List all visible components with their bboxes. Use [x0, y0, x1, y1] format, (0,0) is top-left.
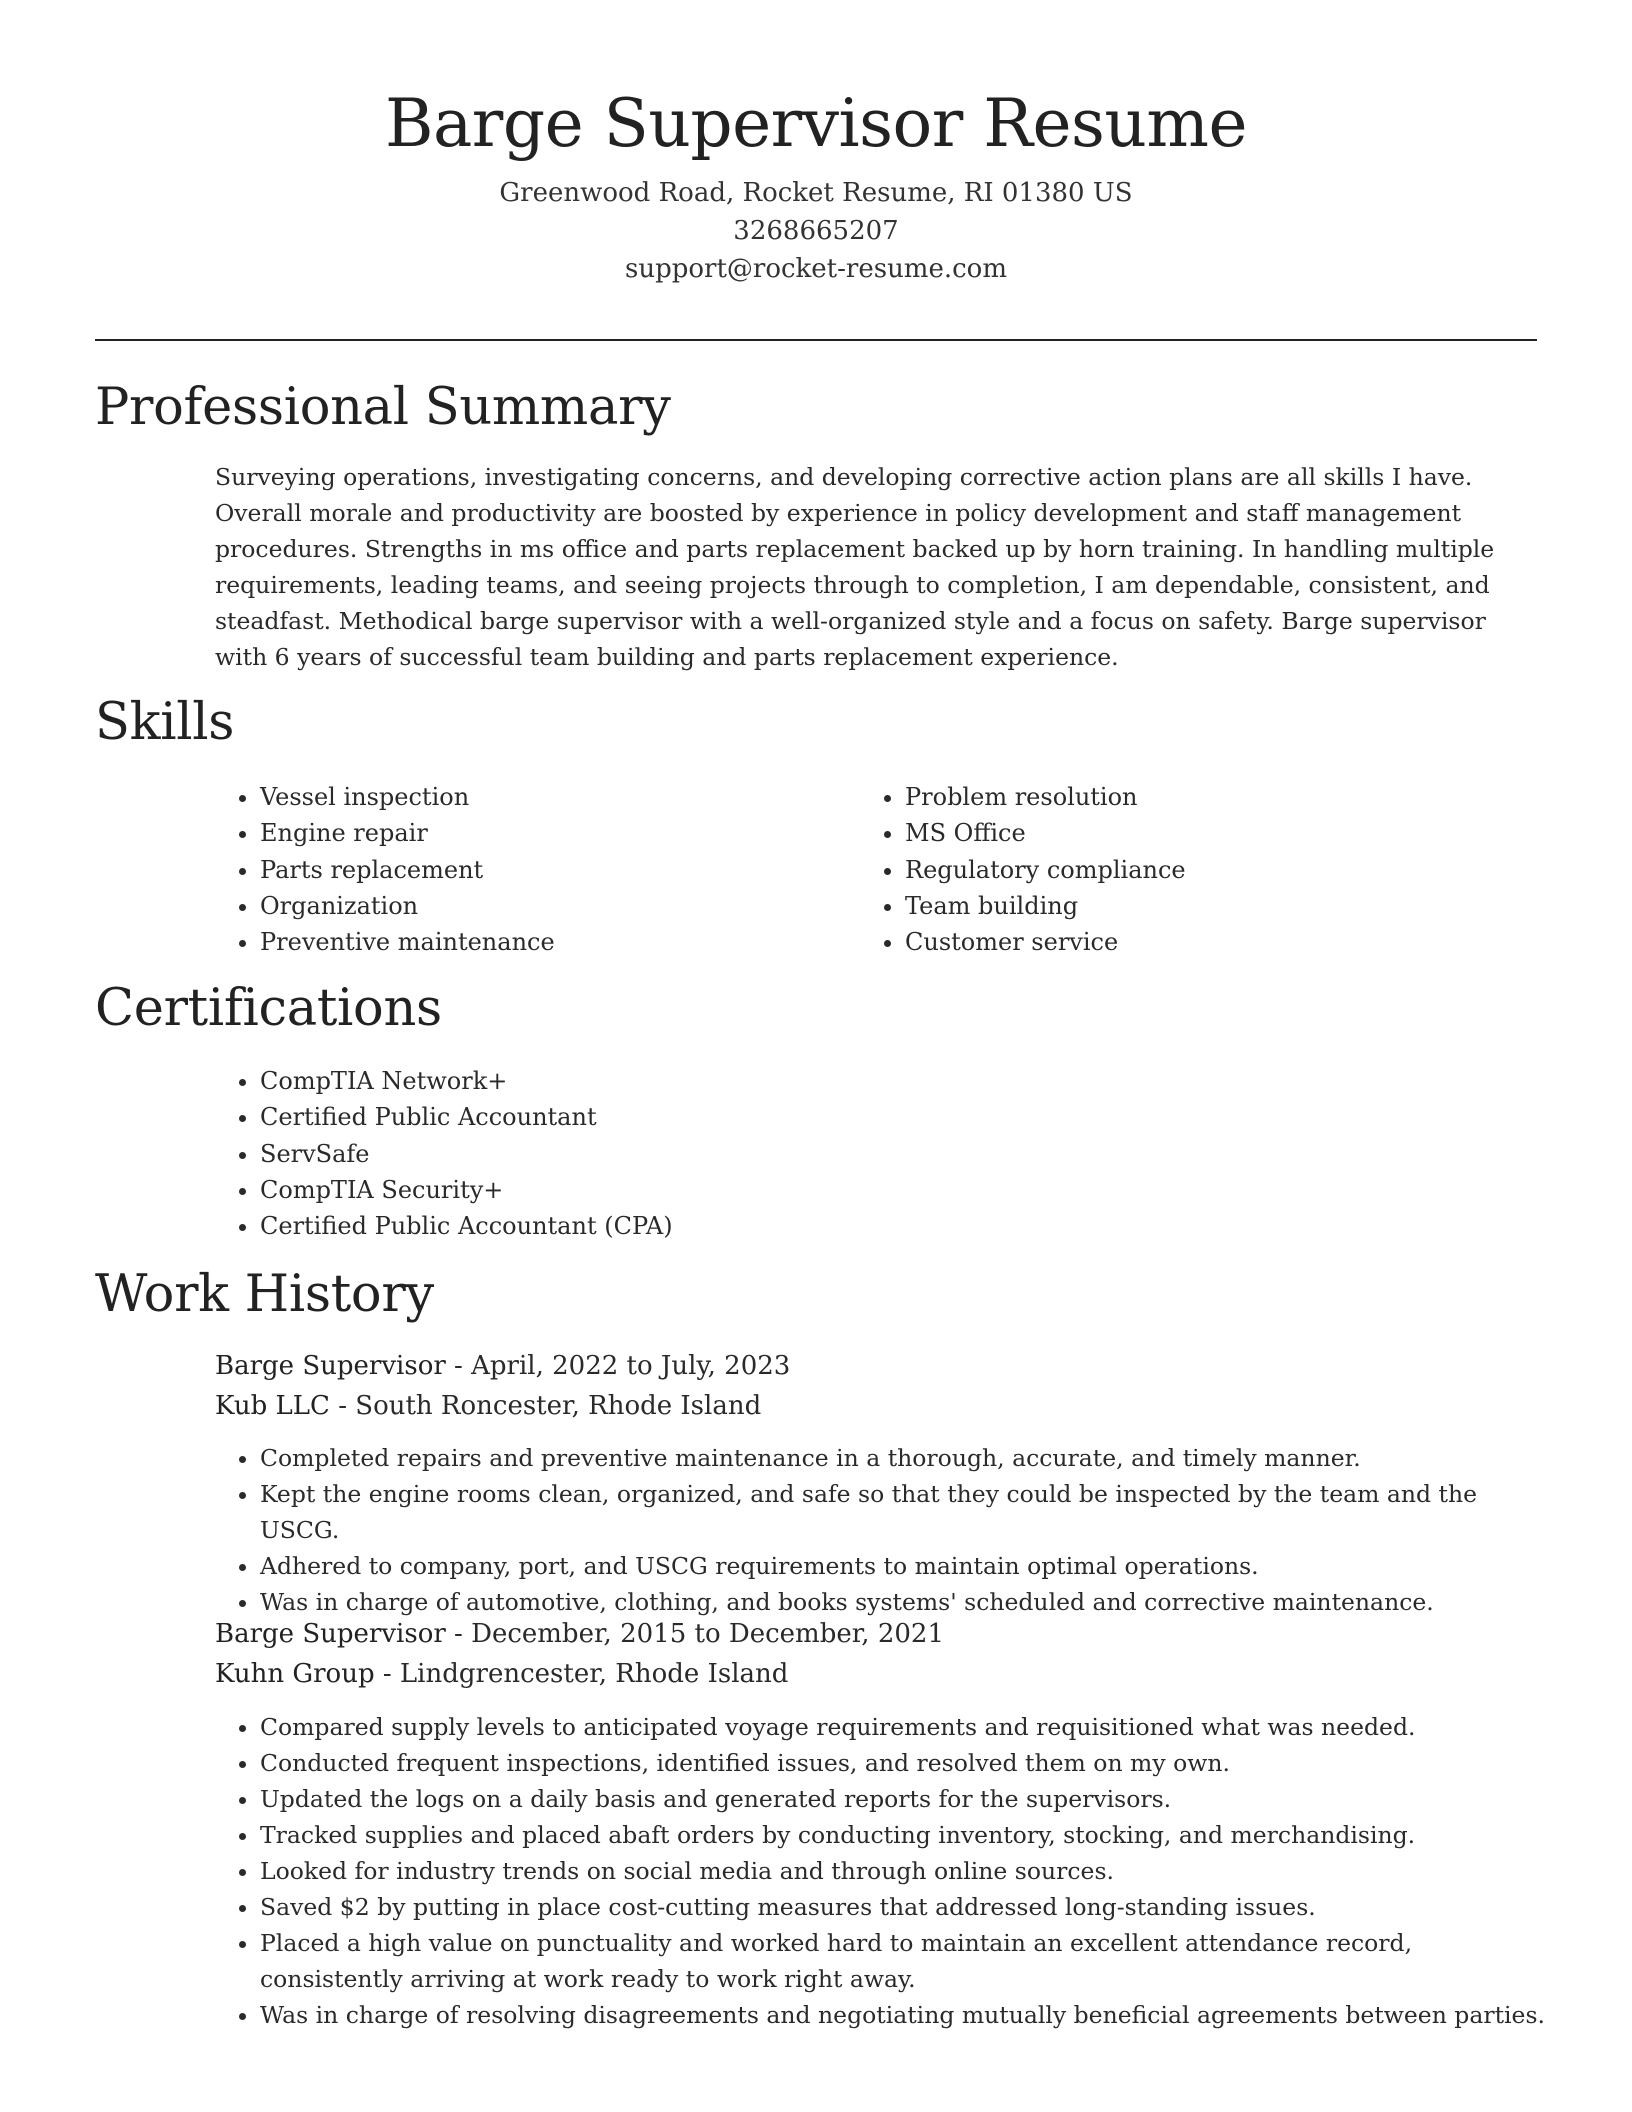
- job-1-title: Barge Supervisor: [215, 1351, 446, 1381]
- summary-heading: Professional Summary: [95, 378, 671, 437]
- skills-left-column: [214, 779, 814, 960]
- job-2-location: - Lindgrencester, Rhode Island: [374, 1659, 789, 1689]
- certification-item: • CompTIA Network+: [260, 1063, 1114, 1099]
- job-1-title-line: [215, 1346, 790, 1386]
- job-2-dates: - December, 2015 to December, 2021: [445, 1619, 944, 1649]
- job-1-header: [215, 1346, 790, 1426]
- job-2-header: [215, 1614, 944, 1694]
- job-1-company: Kub LLC: [215, 1391, 330, 1421]
- duty-item: • Updated the logs on a daily basis and generated reports for the supervisors.: [260, 1781, 1554, 1817]
- duty-item: • Adhered to company, port, and USCG requirements to maintain optimal operations.: [260, 1548, 1554, 1584]
- summary-text: Surveying operations, investigating concerns, and developing corrective action plans are all skills I have. Overall morale and productivity are boosted by experience in policy development and staff management procedures. Strengths in ms office and parts replacement backed up by horn training. In handling multiple requirements, leading teams, and seeing projects through to completion, I am dependable, consistent, and steadfast. Methodical barge supervisor with a well-organized style and a focus on safety. Barge supervisor with 6 years of successful team building and parts replacement experience.: [215, 463, 1495, 671]
- certifications-list: [214, 1063, 1114, 1244]
- skill-item: • Organization: [260, 888, 814, 924]
- skill-item: • Vessel inspection: [260, 779, 814, 815]
- duty-item: • Placed a high value on punctuality and worked hard to maintain an excellent attendance record, consistently arriving at work ready to work right away.: [260, 1925, 1554, 1997]
- duty-item: • Compared supply levels to anticipated voyage requirements and requisitioned what was needed.: [260, 1709, 1554, 1745]
- duty-item: • Conducted frequent inspections, identified issues, and resolved them on my own.: [260, 1745, 1554, 1781]
- duty-item: • Looked for industry trends on social media and through online sources.: [260, 1853, 1554, 1889]
- job-2-company: Kuhn Group: [215, 1659, 375, 1689]
- certifications-heading: Certifications: [95, 979, 442, 1038]
- job-2-company-line: [215, 1654, 944, 1694]
- job-1-dates: - April, 2022 to July, 2023: [445, 1351, 791, 1381]
- skill-item: • Customer service: [905, 924, 1459, 960]
- skill-item: • Engine repair: [260, 815, 814, 851]
- contact-phone: 3268665207: [733, 216, 899, 246]
- job-1-duties: [214, 1440, 1554, 1620]
- work-history-heading: Work History: [95, 1265, 434, 1324]
- certification-item: • Certified Public Accountant: [260, 1099, 1114, 1135]
- contact-address: Greenwood Road, Rocket Resume, RI 01380 US: [499, 178, 1133, 208]
- contact-email: support@rocket-resume.com: [624, 254, 1007, 284]
- skill-item: • Team building: [905, 888, 1459, 924]
- duty-item: • Tracked supplies and placed abaft orders by conducting inventory, stocking, and merchandising.: [260, 1817, 1554, 1853]
- certification-item: • Certified Public Accountant (CPA): [260, 1208, 1114, 1244]
- contact-info: [0, 174, 1632, 288]
- duty-item: • Was in charge of resolving disagreements and negotiating mutually beneficial agreements between parties.: [260, 1997, 1554, 2033]
- job-1-location: - South Roncester, Rhode Island: [329, 1391, 762, 1421]
- duty-item: • Was in charge of automotive, clothing, and books systems' scheduled and corrective maintenance.: [260, 1584, 1554, 1620]
- duty-item: • Completed repairs and preventive maintenance in a thorough, accurate, and timely manner.: [260, 1440, 1554, 1476]
- skill-item: • Regulatory compliance: [905, 852, 1459, 888]
- skill-item: • MS Office: [905, 815, 1459, 851]
- job-2-title: Barge Supervisor: [215, 1619, 446, 1649]
- certification-item: • CompTIA Security+: [260, 1172, 1114, 1208]
- certification-item: • ServSafe: [260, 1136, 1114, 1172]
- resume-header: [0, 84, 1632, 288]
- job-1-company-line: [215, 1386, 790, 1426]
- skills-heading: Skills: [95, 693, 235, 752]
- skill-item: • Preventive maintenance: [260, 924, 814, 960]
- duty-item: • Kept the engine rooms clean, organized, and safe so that they could be inspected by the team and the USCG.: [260, 1476, 1554, 1548]
- job-2-title-line: [215, 1614, 944, 1654]
- skills-right-column: [859, 779, 1459, 960]
- skill-item: • Problem resolution: [905, 779, 1459, 815]
- resume-title: Barge Supervisor Resume: [384, 85, 1248, 162]
- job-2-duties: [214, 1709, 1554, 2033]
- duty-item: • Saved $2 by putting in place cost-cutting measures that addressed long-standing issues.: [260, 1889, 1554, 1925]
- header-divider: [95, 339, 1537, 341]
- skill-item: • Parts replacement: [260, 852, 814, 888]
